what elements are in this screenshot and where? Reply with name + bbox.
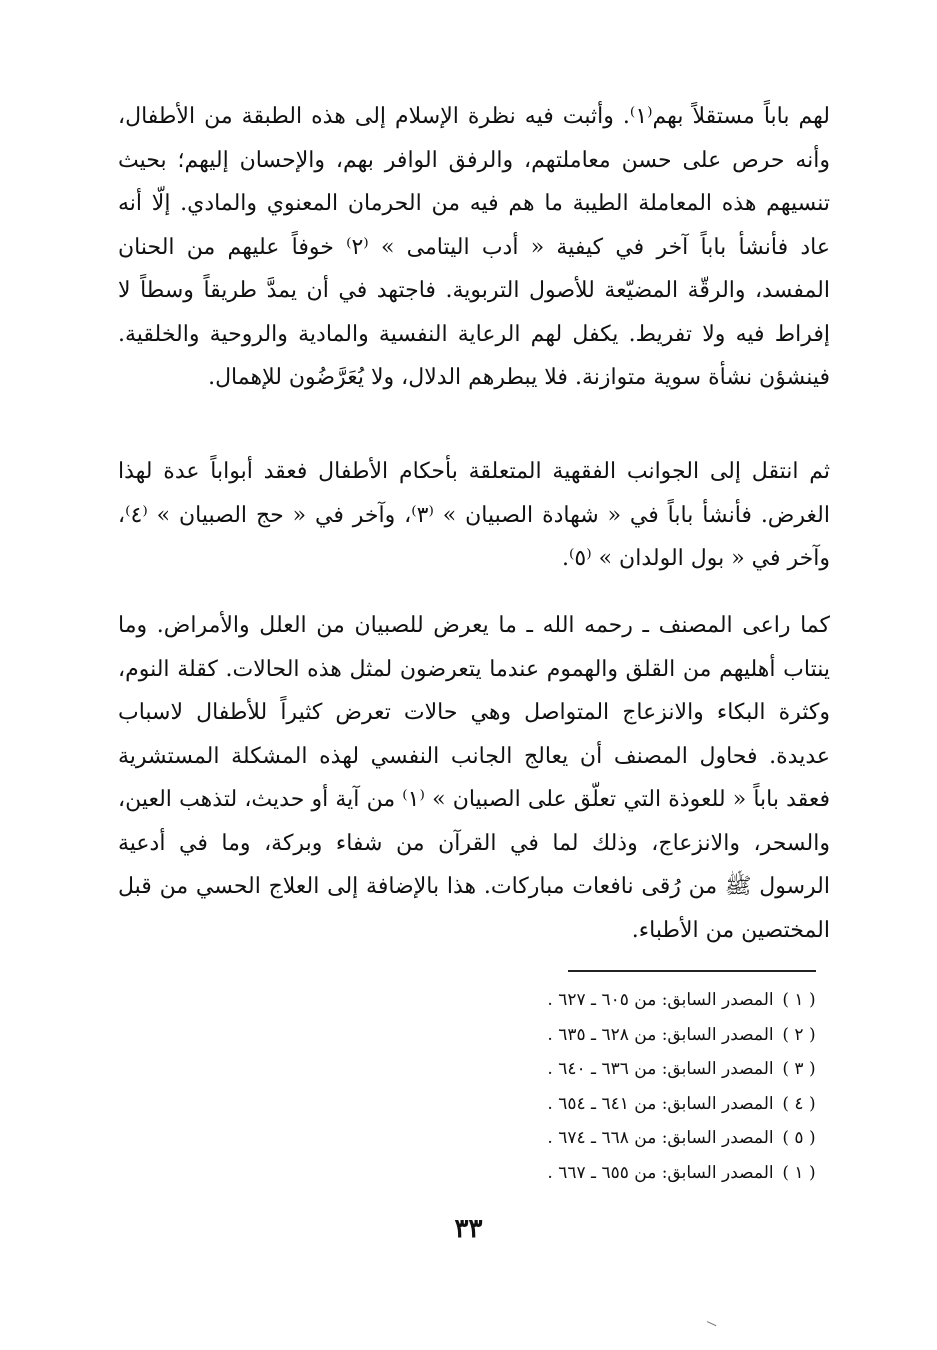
- footnote-text: المصدر السابق: من ٦٦٨ ـ ٦٧٤ .: [547, 1128, 774, 1148]
- body-paragraph-1: لهم باباً مستقلاً بهم⁽١⁾. وأثبت فيه نظرة الإسلام إلى هذه الطبقة من الأطفال، وأنه حرص على حسن معاملتهم، والرفق الوافر بهم، والإحسان إليهم؛ بحيث تنسيهم هذه المعاملة الطيبة ما هم فيه من الحرمان المعنوي والمادي. إلّا أنه عاد فأنشأ باباً آخر في كيفية « أدب اليتامى » ⁽٢⁾ خوفاً عليهم من الحنان المفسد، والرقّة المضيّعة للأصول التربوية. فاجتهد في أن يمدَّ طريقاً وسطاً لا إفراط فيه ولا تفريط. يكفل لهم الرعاية النفسية والمادية والروحية والخلقية. فينشؤن نشأة سوية متوازنة. فلا يبطرهم الدلال، ولا يُعَرَّضُون للإهمال.: [118, 104, 831, 390]
- footnotes-list: [419, 983, 819, 1190]
- body-paragraph-3: كما راعى المصنف ـ رحمه الله ـ ما يعرض للصبيان من العلل والأمراض. وما ينتاب أهليهم من القلق والهموم عندما يتعرضون لمثل هذه الحالات. كقلة النوم، وكثرة البكاء والانزعاج المتواصل وهي حالات تعرض كثيراً للأطفال لاسباب عديدة. فحاول المصنف أن يعالج الجانب النفسي لهذه المشكلة المستشرية فعقد باباً « للعوذة التي تعلّق على الصبيان » ⁽١⁾ من آية أو حديث، لتذهب العين، والسحر، والانزعاج، وذلك لما في القرآن من شفاء وبركة، وما في أدعية الرسول ﷺ من رُقى نافعات مباركات. هذا بالإضافة إلى العلاج الحسي من قبل المختصين من الأطباء.: [118, 613, 830, 943]
- footnote-separator: [568, 970, 816, 972]
- footnote-number: ( ١ ): [782, 1162, 816, 1183]
- footnote-number: ( ٢ ): [782, 1024, 816, 1045]
- footnote-number: ( ٥ ): [782, 1128, 816, 1148]
- footnote-number: ( ٤ ): [782, 1093, 816, 1114]
- footnote-item: [419, 1156, 819, 1191]
- footnote-item: [419, 1018, 819, 1053]
- scan-speck: [706, 1321, 717, 1329]
- footnote-item: [419, 1087, 819, 1122]
- page-number: ٣٣: [454, 1214, 483, 1244]
- footnote-item: [419, 1121, 819, 1156]
- footnote-text: المصدر السابق: من ٦٢٨ ـ ٦٣٥ .: [547, 1024, 774, 1045]
- footnote-text: المصدر السابق: من ٦٥٥ ـ ٦٦٧ .: [547, 1162, 774, 1183]
- footnote-text: المصدر السابق: من ٦٤١ ـ ٦٥٤ .: [547, 1093, 774, 1114]
- footnote-number: ( ٣ ): [782, 1059, 816, 1079]
- footnote-item: [419, 1052, 819, 1087]
- footnote-text: المصدر السابق: من ٦٠٥ ـ ٦٢٧ .: [547, 990, 774, 1010]
- footnote-text: المصدر السابق: من ٦٣٦ ـ ٦٤٠ .: [547, 1059, 774, 1079]
- body-paragraph-2: ثم انتقل إلى الجوانب الفقهية المتعلقة بأحكام الأطفال فعقد أبواباً عدة لهذا الغرض. فأنشأ باباً في « شهادة الصبيان » ⁽٣⁾، وآخر في « حج الصبيان » ⁽٤⁾، وآخر في « بول الولدان » ⁽٥⁾.: [118, 459, 830, 571]
- footnote-number: ( ١ ): [782, 990, 816, 1010]
- footnote-item: [419, 983, 819, 1018]
